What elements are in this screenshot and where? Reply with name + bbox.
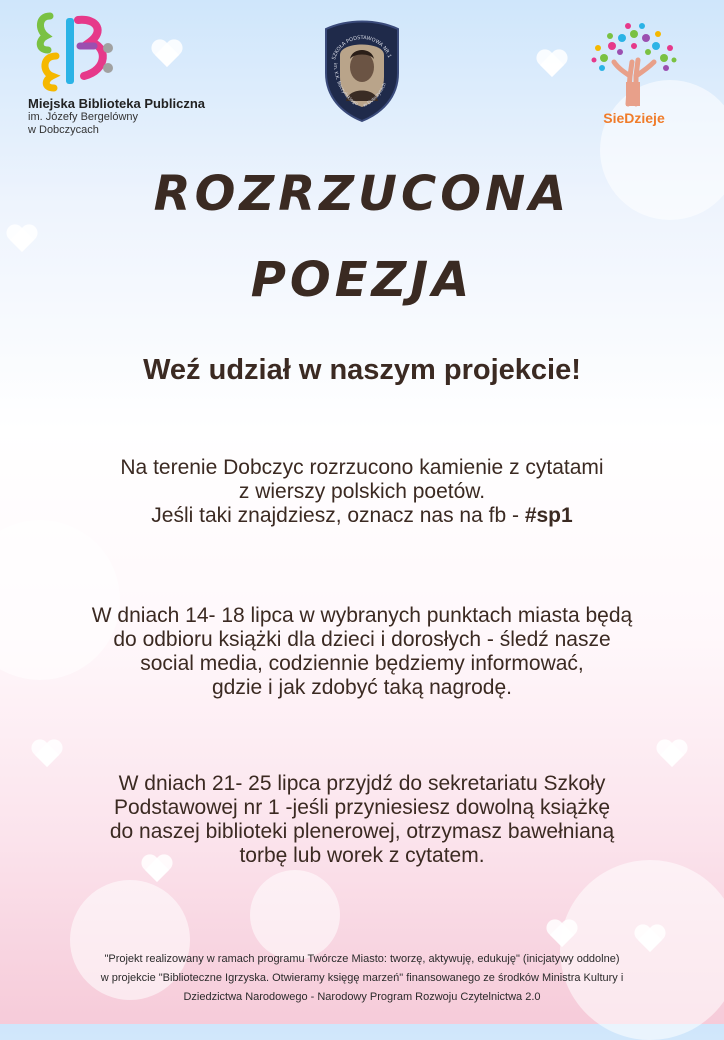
- badge-ring-left: im. K.K. Baczyńskiego: [331, 62, 359, 108]
- library-location: w Dobczycach: [28, 124, 99, 136]
- hashtag: #sp1: [524, 504, 573, 527]
- title-line-2: POEZJA: [250, 252, 474, 308]
- badge-ring-right: w Dobczycach: [362, 82, 388, 109]
- badge-ring-top: SZKOŁA PODSTAWOWA NR 1: [331, 34, 393, 61]
- paragraph-line: Podstawowej nr 1 -jeśli przyniesiesz dowolną książkę: [113, 796, 611, 819]
- footer-funding-note: [20, 950, 704, 1007]
- library-name: Miejska Biblioteka Publiczna: [28, 96, 205, 111]
- paragraph-stones: [20, 456, 704, 528]
- paragraph-line: gdzie i jak zdobyć taką nagrodę.: [211, 676, 513, 699]
- heart-icon: [545, 920, 579, 950]
- heart-icon: [655, 740, 689, 770]
- school-badge: [320, 15, 404, 123]
- heart-icon: [30, 740, 64, 770]
- paragraph-line: z wierszy polskich poetów.: [238, 480, 486, 503]
- paragraph-line: [20, 504, 704, 528]
- siedzieje-logo: [576, 16, 692, 126]
- footer-line: Dziedzictwa Narodowego - Narodowy Program Rozwoju Czytelnictwa 2.0: [183, 991, 541, 1003]
- background-bokeh: [250, 870, 340, 960]
- paragraph-line: do odbioru książki dla dzieci i dorosłych - śledź nasze: [113, 628, 611, 651]
- paragraph-line: social media, codziennie będziemy informować,: [140, 652, 584, 675]
- paragraph-line: do naszej biblioteki plenerowej, otrzymasz bawełnianą: [109, 820, 615, 843]
- paragraph-line: W dniach 14- 18 lipca w wybranych punktach miasta będą: [91, 604, 633, 627]
- heart-icon: [535, 50, 569, 80]
- footer-line: w projekcie "Biblioteczne Igrzyska. Otwieramy księgę marzeń" finansowanego ze środków Ministra Kultury i: [100, 972, 624, 984]
- footer-line: "Projekt realizowany w ramach programu Twórcze Miasto: tworzę, aktywuję, edukuję" (inicjatywy oddolne): [104, 953, 620, 965]
- tree-icon: [584, 16, 684, 108]
- paragraph-books: [20, 604, 704, 700]
- paragraph-line: W dniach 21- 25 lipca przyjdź do sekretariatu Szkoły: [118, 772, 606, 795]
- heart-icon: [5, 225, 39, 255]
- library-mark-icon: [28, 10, 128, 92]
- subtitle: Weź udział w naszym projekcie!: [143, 354, 581, 386]
- paragraph-line: Na terenie Dobczyc rozrzucono kamienie z cytatami: [120, 456, 604, 479]
- library-subtitle: im. Józefy Bergelówny: [28, 111, 139, 123]
- title-line-1: ROZRZUCONA: [153, 166, 571, 222]
- paragraph-bag: [20, 772, 704, 868]
- paragraph-line-text: Jeśli taki znajdziesz, oznacz nas na fb -: [151, 504, 525, 527]
- library-logo: [28, 10, 228, 137]
- siedzieje-name: SieDzieje: [603, 110, 665, 126]
- paragraph-line: torbę lub worek z cytatem.: [239, 844, 485, 867]
